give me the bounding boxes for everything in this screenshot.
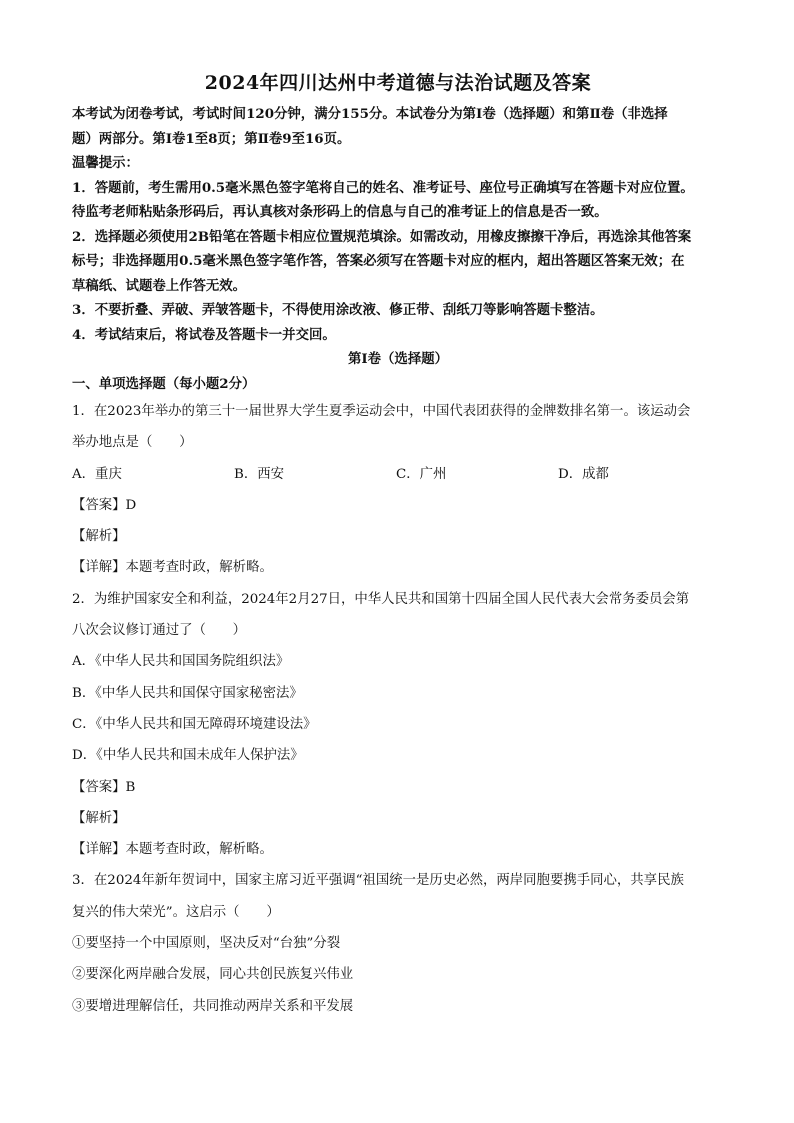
statement-item: ③要增进理解信任，共同推动两岸关系和平发展 bbox=[72, 998, 354, 1014]
option-a: A．重庆 bbox=[72, 466, 122, 482]
question-1-answer: 【答案】D bbox=[72, 497, 137, 513]
intro-line: 1．答题前，考生需用0.5毫米黑色签字笔将自己的姓名、准考证号、座位号正确填写在答题卡对应位置。 bbox=[72, 179, 694, 196]
option-b: B．《中华人民共和国保守国家秘密法》 bbox=[72, 685, 303, 701]
intro-line: 4．考试结束后，将试卷及答题卡一并交回。 bbox=[72, 326, 336, 343]
intro-line: 草稿纸、试题卷上作答无效。 bbox=[72, 277, 247, 294]
option-c: C．《中华人民共和国无障碍环境建设法》 bbox=[72, 716, 317, 732]
option-d: D．成都 bbox=[558, 466, 609, 482]
document-page bbox=[72, 70, 724, 1022]
intro-line: 题）两部分。第Ⅰ卷1至8页；第Ⅱ卷9至16页。 bbox=[72, 130, 351, 147]
option-c: C．广州 bbox=[396, 466, 447, 482]
part-title: 一、单项选择题（每小题2分） bbox=[72, 375, 256, 392]
intro-line: 温馨提示： bbox=[72, 155, 139, 171]
option-d: D．《中华人民共和国未成年人保护法》 bbox=[72, 748, 304, 764]
question-2-analysis: 【解析】 bbox=[72, 810, 126, 826]
document-title: 2024年四川达州中考道德与法治试题及答案 bbox=[204, 72, 592, 94]
question-1-analysis: 【解析】 bbox=[72, 529, 126, 545]
intro-line: 2．选择题必须使用2B铅笔在答题卡相应位置规范填涂。如需改动，用橡皮擦擦干净后，再选涂其他答案 bbox=[72, 228, 692, 245]
question-2-stem: 八次会议修订通过了（ ） bbox=[72, 623, 247, 639]
question-2-detail: 【详解】本题考查时政，解析略。 bbox=[72, 842, 273, 858]
question-3-stem: 3．在2024年新年贺词中，国家主席习近平强调“祖国统一是历史必然，两岸同胞要携手同心，共享民族 bbox=[72, 873, 684, 889]
question-1-stem: 举办地点是（ ） bbox=[72, 435, 193, 451]
question-3-stem: 复兴的伟大荣光”。这启示（ ） bbox=[72, 904, 280, 920]
question-2-answer: 【答案】B bbox=[72, 779, 136, 795]
statement-item: ①要坚持一个中国原则，坚决反对“台独”分裂 bbox=[72, 936, 341, 952]
intro-line: 3．不要折叠、弄破、弄皱答题卡，不得使用涂改液、修正带、刮纸刀等影响答题卡整洁。 bbox=[72, 302, 604, 318]
question-1-stem: 1．在2023年举办的第三十一届世界大学生夏季运动会中，中国代表团获得的金牌数排名第一。该运动会 bbox=[72, 404, 691, 419]
intro-line: 待监考老师粘贴条形码后，再认真核对条形码上的信息与自己的准考证上的信息是否一致。 bbox=[72, 204, 608, 220]
option-a: A．《中华人民共和国国务院组织法》 bbox=[72, 654, 290, 670]
question-2-stem: 2．为维护国家安全和利益，2024年2月27日，中华人民共和国第十四届全国人民代表大会常务委员会第 bbox=[72, 591, 690, 607]
option-b: B．西安 bbox=[234, 466, 285, 482]
question-1-options bbox=[72, 459, 724, 490]
question-1-detail: 【详解】本题考查时政，解析略。 bbox=[72, 560, 273, 576]
statement-item: ②要深化两岸融合发展，同心共创民族复兴伟业 bbox=[72, 967, 354, 983]
intro-line: 标号；非选择题用0.5毫米黑色签字笔作答，答案必须写在答题卡对应的框内，超出答题区答案无效；在 bbox=[72, 253, 685, 269]
section-title: 第Ⅰ卷（选择题） bbox=[348, 351, 448, 367]
intro-line: 本考试为闭卷考试，考试时间120分钟，满分155分。本试卷分为第Ⅰ卷（选择题）和第Ⅱ卷（非选择 bbox=[72, 106, 668, 122]
